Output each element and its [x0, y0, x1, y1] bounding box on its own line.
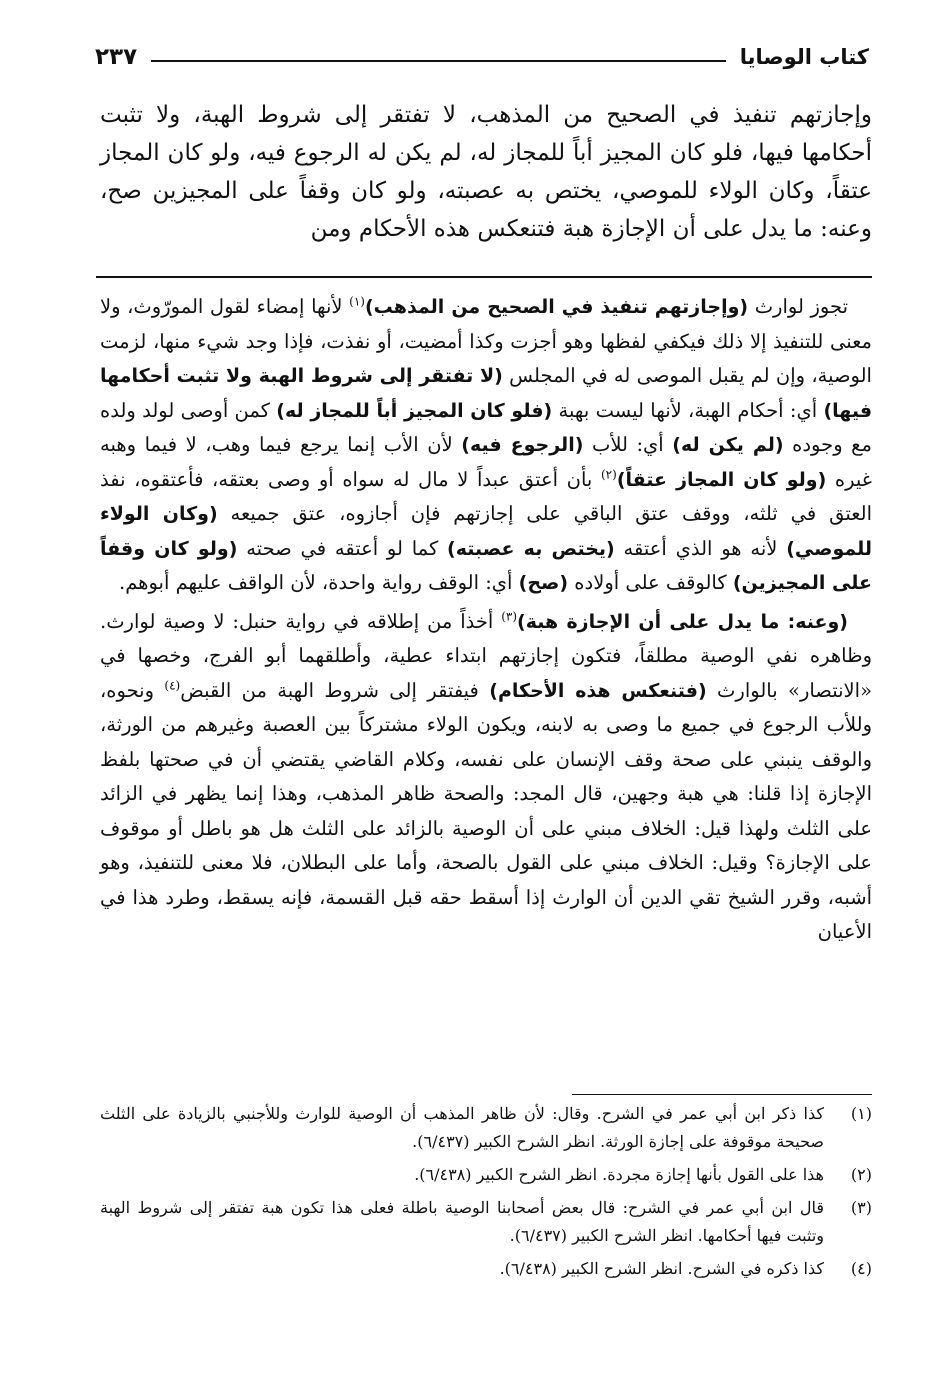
footnote-number: (٤) [850, 1259, 872, 1278]
running-title: كتاب الوصايا [739, 45, 869, 69]
page-number: ٢٣٧ [95, 44, 138, 70]
footnote-item [100, 1100, 872, 1156]
commentary [100, 290, 872, 950]
commentary-text: كمن أوصى لولد ولده مع وجوده [100, 398, 872, 456]
main-text-paragraph: وإجازتهم تنفيذ في الصحيح من المذهب، لا تفتقر إلى شروط الهبة، ولا تثبت أحكامها فيها، فلو كان المجيز أباً للمجاز له، لم يكن له الرجوع فيه، ولو كان المجاز عتقاً، وكان الولاء للموصي، يختص به عصبته، ولو كان وقفاً على المجيزين صح، وعنه: ما يدل على أن الإجازة هبة فتنعكس هذه الأحكام ومن [100, 102, 872, 242]
footnote-number: (٢) [850, 1165, 872, 1184]
footnote-number: (١) [850, 1104, 872, 1123]
commentary-text: أي: للأب [583, 433, 673, 456]
quoted-main-text: (لا تفتقر إلى شروط الهبة ولا تثبت أحكامها فيها) [100, 365, 873, 422]
footnote-item [100, 1161, 872, 1189]
commentary-text: كالوقف على أولاده [568, 571, 733, 594]
footnote-text: هذا على القول بأنها إجازة مجردة. انظر الشرح الكبير (٦/٤٣٨). [414, 1165, 824, 1184]
quoted-main-text: (لم يكن له) [672, 434, 784, 456]
commentary-text: لأن الأب إنما يرجع فيما وهب، لا فيما وهبه غيره [100, 433, 872, 491]
commentary-text: فيفتقر إلى شروط الهبة من القبض [180, 678, 490, 702]
footnote-marker-2: (٢) [600, 467, 617, 481]
commentary-text: أي: أحكام الهبة، لأنها ليست بهبة [552, 398, 824, 422]
footnote-rule [572, 1094, 872, 1095]
commentary-text: أخذاً من إطلاقه في رواية حنبل: لا وصية لوارث. وظاهره نفي الوصية مطلقاً، فتكون إجازتهم ابتداء عطية، وأطلقهما أبو الفرج، وخصها في «الانتصار» بالوارث [100, 609, 873, 702]
commentary-paragraph-2 [100, 605, 872, 950]
commentary-text: لأنها إمضاء لقول المورّوث، ولا معنى للتنفيذ إلا ذلك فيكفي لفظها وهو أجزت وكذا أمضيت، أو نفذت، فإذا وجد شيء منها، لزمت الوصية، وإن لم يقبل الموصى له في المجلس [100, 295, 872, 387]
quoted-main-text: (ولو كان المجاز عتقاً) [616, 468, 827, 491]
commentary-text: بأن أعتق عبداً لا مال له سواه أو وصى بعتقه، فأعتقوه، نفذ العتق في ثلثه، ووقف عتق الباقي على إجازتهم فإن أجازوه، عتق جميعه [100, 467, 872, 525]
quoted-main-text: (وإجازتهم تنفيذ في الصحيح من المذهب) [364, 296, 749, 318]
quoted-main-text: (الرجوع فيه) [461, 434, 584, 456]
page-header [95, 40, 869, 74]
footnote-marker-4: (٤) [164, 678, 181, 692]
footnote-marker-1: (١) [349, 294, 365, 309]
quoted-main-text: (فتنعكس هذه الأحكام) [489, 679, 707, 702]
commentary-text: لأنه هو الذي أعتقه [614, 536, 787, 560]
quoted-main-text: (ولو كان وقفاً على المجيزين) [100, 537, 872, 594]
commentary-text: ونحوه، وللأب الرجوع في جميع ما وصى به لابنه، ويكون الولاء مشتركاً بين العصبة وغيرهم من الورثة، والوقف ينبني على صحة وقف الإنسان على نفسه، وكلام القاضي يقتضي أن في صحتها بلفظ الإجازة إذا قلنا: هي هبة وجهين، قال المجد: والصحة ظاهر المذهب، وهذا إنما يظهر في الزائد على الثلث ولهذا قيل: الخلاف مبني على أن الوصية بالزائد على الثلث هل هو باطل أو موقوف على الإجازة؟ وقيل: الخلاف مبني على القول بالصحة، وأما على البطلان، فلا معنى للتنفيذ، وهو أشبه، وقرر الشيخ تقي الدين أن الوارث إذا أسقط حقه قبل القسمة، فإنه يسقط، وطرد هذا في الأعيان [100, 678, 872, 943]
quoted-main-text: (يختص به عصبته) [447, 537, 615, 560]
commentary-text: كما لو أعتقه في صحته [237, 536, 448, 560]
commentary-paragraph-1 [100, 290, 872, 601]
footnote-text: كذا ذكره في الشرح. انظر الشرح الكبير (٦/٤٣٨). [499, 1259, 824, 1278]
header-rule [151, 60, 726, 62]
commentary-text: أي: الوقف رواية واحدة، لأن الواقف عليهم أبوهم. [119, 571, 519, 594]
footnote-item [100, 1194, 872, 1250]
text-commentary-separator [96, 276, 872, 278]
quoted-main-text: (وكان الولاء للموصي) [100, 503, 872, 560]
commentary-text: تجوز لوارث [748, 295, 849, 318]
quoted-main-text: (وعنه: ما يدل على أن الإجازة هبة) [517, 610, 848, 633]
footnotes [100, 1100, 872, 1288]
footnote-text: قال ابن أبي عمر في الشرح: قال بعض أصحابنا الوصية باطلة فعلى هذا تكون هبة تفتقر إلى شروط الهبة وتثبت فيها أحكامها. انظر الشرح الكبير (٦/٤٣٧). [100, 1198, 825, 1245]
quoted-main-text: (صح) [518, 572, 569, 594]
footnote-text: كذا ذكر ابن أبي عمر في الشرح. وقال: لأن ظاهر المذهب أن الوصية للوارث وللأجنبي بالزيادة على الثلث صحيحة موقوفة على إجازة الورثة. انظر الشرح الكبير (٦/٤٣٧). [100, 1104, 824, 1151]
quoted-main-text: (فلو كان المجيز أباً للمجاز له) [276, 399, 553, 422]
footnote-marker-3: (٣) [501, 609, 518, 623]
footnote-item [100, 1255, 872, 1283]
main-text [100, 96, 872, 248]
footnote-number: (٣) [850, 1198, 872, 1217]
